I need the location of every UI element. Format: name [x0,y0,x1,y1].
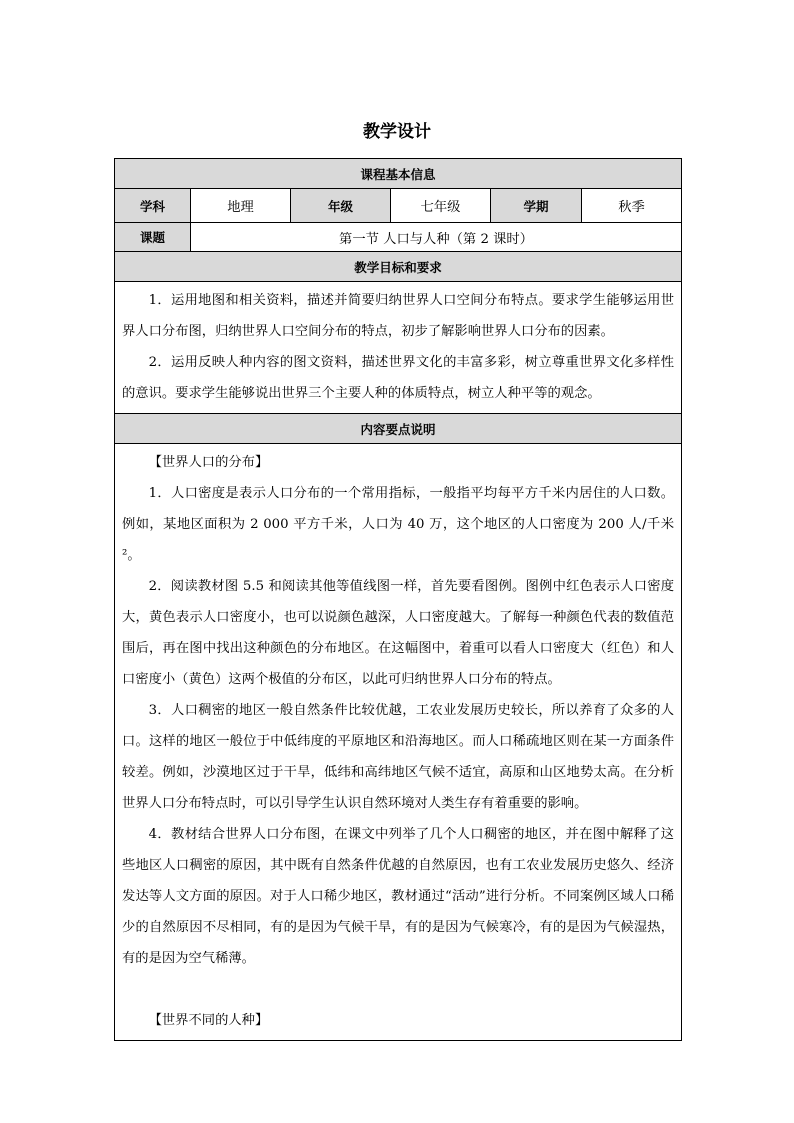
label-grade: 年级 [291,189,391,223]
content-paragraph: 1．人口密度是表示人口分布的一个常用指标，一般指平均每平方千米内居住的人口数。例如，某地区面积为 2 000 平方千米，人口为 40 万，这个地区的人口密度为 200 人/千米²。 [122,486,675,563]
goal-paragraph: 2．运用反映人种内容的图文资料，描述世界文化的丰富多彩，树立尊重世界文化多样性的意识。要求学生能够说出世界三个主要人种的体质特点，树立人种平等的观念。 [122,355,675,401]
content-heading-races: 【世界不同的人种】 [148,1013,269,1028]
content-paragraph: 2．阅读教材图 5.5 和阅读其他等值线图一样，首先要看图例。图例中红色表示人口密度大，黄色表示人口密度小，也可以说颜色越深，人口密度越大。了解每一种颜色代表的数值范围后，再在图中找出这种颜色的分布地区。在这幅图中，着重可以看人口密度大（红色）和人口密度小（黄色）这两个极值的分布区，以此可归纳世界人口分布的特点。 [122,579,675,687]
section-header-content: 内容要点说明 [115,414,682,444]
document-title: 教学设计 [363,122,431,142]
section-header-goals: 教学目标和要求 [115,252,682,282]
content-paragraph: 3．人口稠密的地区一般自然条件比较优越，工农业发展历史较长，所以养育了众多的人口。这样的地区一般位于中低纬度的平原地区和沿海地区。而人口稀疏地区则在某一方面条件较差。例如，沙漠地区过于干旱，低纬和高纬地区气候不适宜，高原和山区地势太高。在分析世界人口分布特点时，可以引导学生认识自然环境对人类生存有着重要的影响。 [122,703,675,811]
value-grade: 七年级 [391,189,491,223]
lesson-plan-table [114,158,682,1041]
label-term: 学期 [491,189,582,223]
content-paragraph: 4．教材结合世界人口分布图，在课文中列举了几个人口稠密的地区，并在图中解释了这些地区人口稠密的原因，其中既有自然条件优越的自然原因，也有工农业发展历史悠久、经济发达等人文方面的原因。对于人口稀少地区，教材通过“活动”进行分析。不同案例区域人口稀少的自然原因不尽相同，有的是因为气候干旱，有的是因为气候寒冷，有的是因为气候湿热，有的是因为空气稀薄。 [122,827,675,966]
value-subject: 地理 [191,189,291,223]
value-topic: 第一节 人口与人种（第 2 课时） [191,223,682,252]
content-heading-population-distribution: 【世界人口的分布】 [148,455,269,470]
goals-cell [115,282,682,414]
blank-line [122,974,674,1005]
label-topic: 课题 [115,223,191,252]
section-header-basic-info: 课程基本信息 [115,159,682,189]
value-term: 秋季 [582,189,682,223]
goal-paragraph: 1．运用地图和相关资料，描述并简要归纳世界人口空间分布特点。要求学生能够运用世界人口分布图，归纳世界人口空间分布的特点，初步了解影响世界人口分布的因素。 [122,293,675,339]
label-subject: 学科 [115,189,191,223]
content-cell [115,444,682,1041]
